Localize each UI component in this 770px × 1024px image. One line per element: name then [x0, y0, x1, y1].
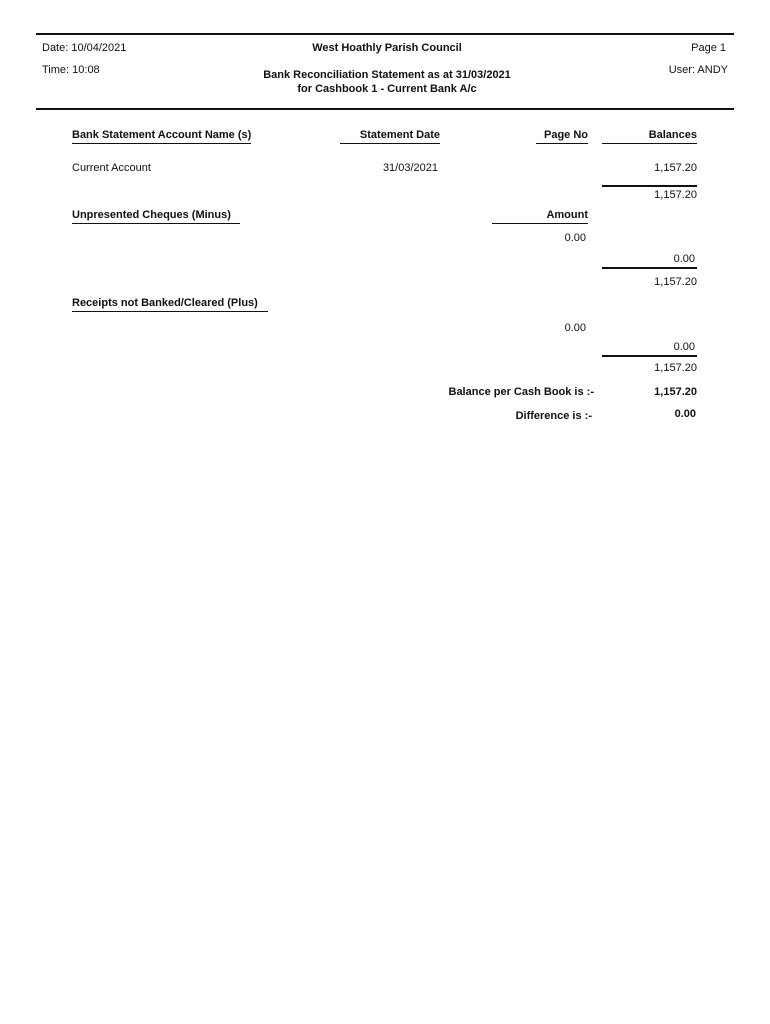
unpresented-total: 0.00	[673, 253, 695, 265]
unpresented-amount: 0.00	[564, 232, 586, 244]
cash-book-label: Balance per Cash Book is :-	[448, 386, 594, 398]
subtotal-rule-1	[602, 185, 697, 187]
report-title-line1: Bank Reconciliation Statement as at 31/03/2021	[263, 69, 511, 81]
header-bottom-rule	[36, 108, 734, 110]
column-page-no: Page No	[536, 129, 588, 144]
running-balance-1: 1,157.20	[654, 276, 697, 288]
cash-book-value: 1,157.20	[654, 386, 697, 398]
column-balances: Balances	[602, 129, 697, 144]
report-time: Time: 10:08	[42, 64, 100, 76]
column-statement-date: Statement Date	[340, 129, 440, 144]
page-number: Page 1	[691, 42, 726, 54]
report-date: Date: 10/04/2021	[42, 42, 127, 54]
account-balance: 1,157.20	[654, 162, 697, 174]
account-name: Current Account	[72, 162, 151, 174]
report-title-line2: for Cashbook 1 - Current Bank A/c	[297, 83, 477, 95]
receipts-total-rule	[602, 355, 697, 357]
header-top-rule	[36, 33, 734, 35]
account-statement-date: 31/03/2021	[382, 162, 438, 174]
unpresented-total-rule	[602, 267, 697, 269]
receipts-total: 0.00	[673, 341, 695, 353]
organisation-name: West Hoathly Parish Council	[312, 42, 462, 54]
unpresented-cheques-heading: Unpresented Cheques (Minus)	[72, 209, 240, 224]
running-balance-2: 1,157.20	[654, 362, 697, 374]
subtotal-balance: 1,157.20	[654, 189, 697, 201]
difference-value: 0.00	[674, 408, 696, 420]
receipts-amount: 0.00	[564, 322, 586, 334]
column-account-name: Bank Statement Account Name (s)	[72, 129, 251, 144]
receipts-not-banked-heading: Receipts not Banked/Cleared (Plus)	[72, 297, 268, 312]
amount-column-label: Amount	[492, 209, 588, 224]
user-name: User: ANDY	[668, 64, 728, 76]
difference-label: Difference is :-	[515, 410, 592, 422]
